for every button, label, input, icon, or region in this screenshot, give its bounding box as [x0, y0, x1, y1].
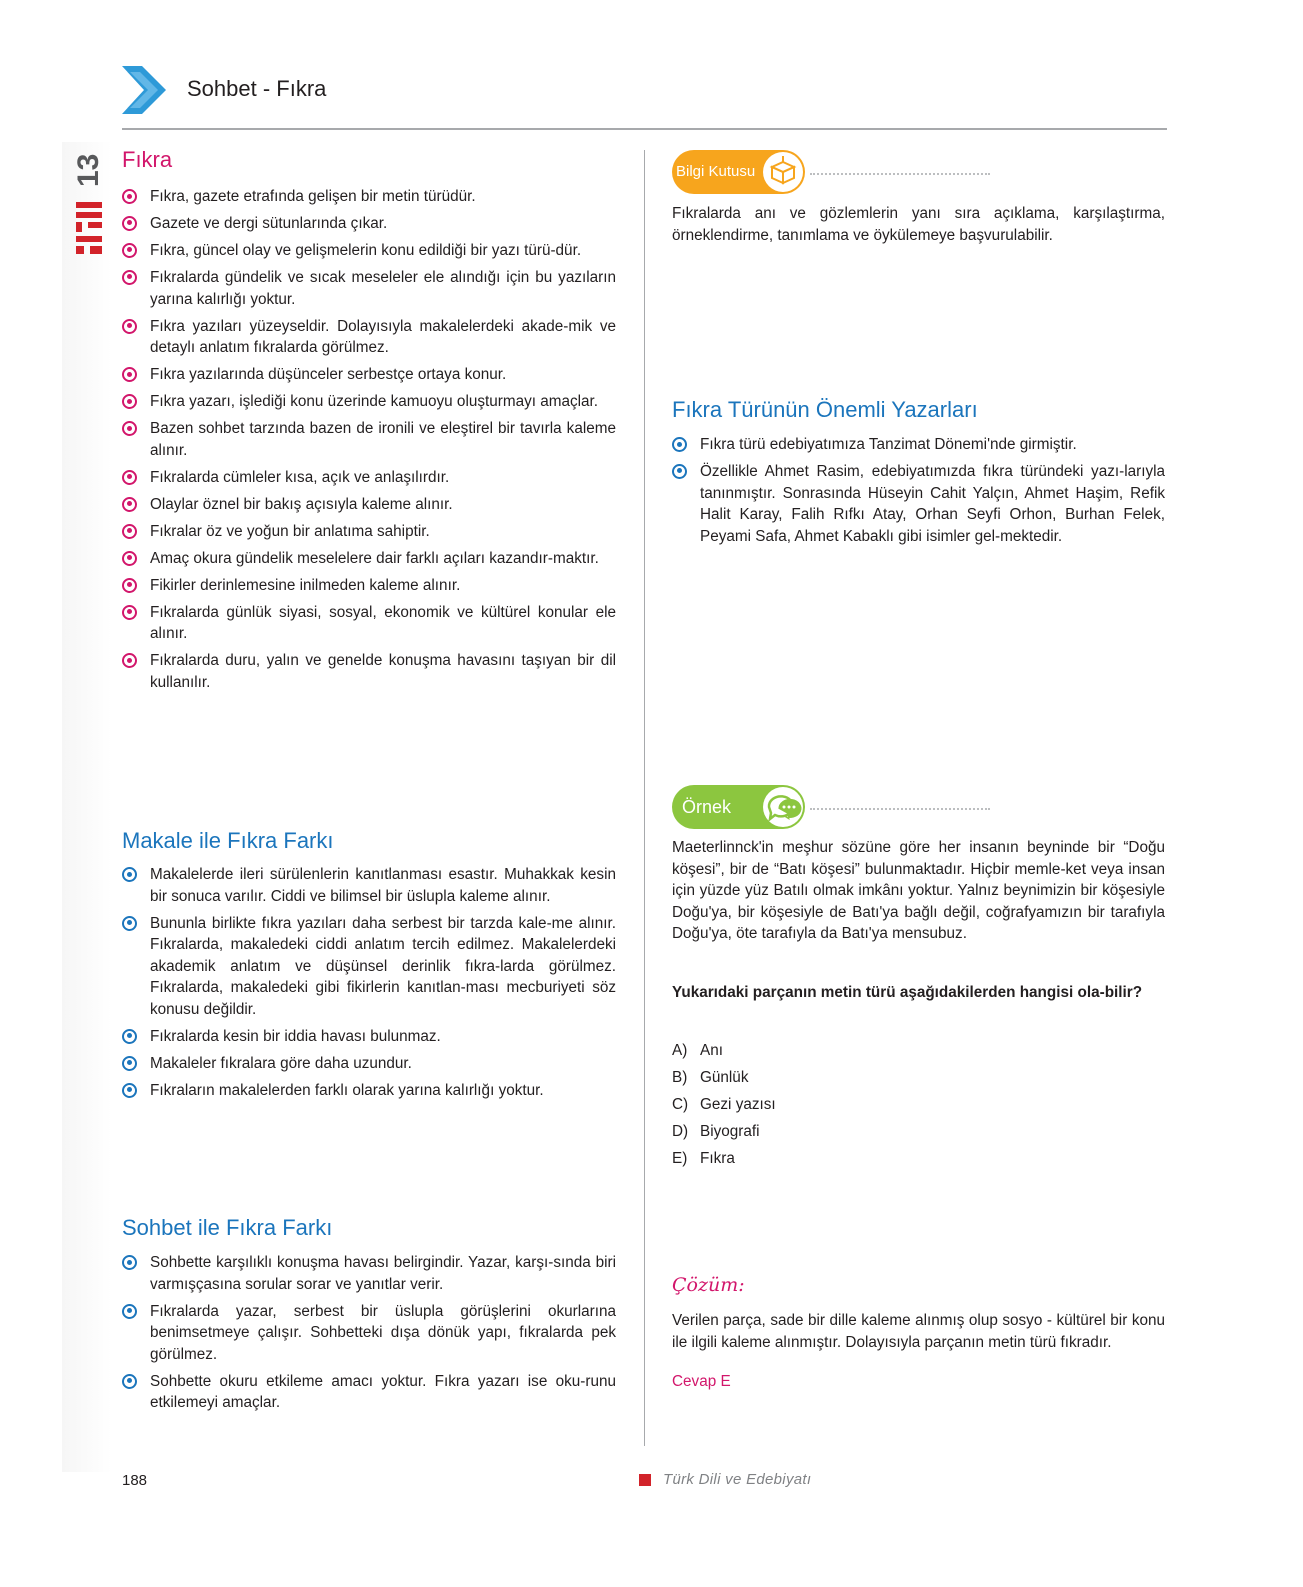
- list-item-text: Fıkralarda duru, yalın ve genelde konuşma havasını taşıyan bir dil kullanılır.: [150, 652, 616, 691]
- makale-heading: Makale ile Fıkra Farkı: [122, 828, 334, 853]
- fasikul-marker: [72, 150, 106, 260]
- list-item-text: Fıkra yazarı, işlediği konu üzerinde kamuoyu oluşturmayı amaçlar.: [150, 393, 599, 411]
- bullet-icon: [122, 497, 137, 512]
- list-item-text: Fıkralarda yazar, serbest bir üslupla görüşlerini okurlarına benimsetmeye çalışır. Sohbetteki dışa dönük yapı, fıkralarda pek görülmez.: [150, 1302, 616, 1363]
- bullet-icon: [122, 867, 137, 882]
- list-item-text: Fikirler derinlemesine inilmeden kaleme alınır.: [150, 576, 461, 594]
- list-item-text: Fıkraların makalelerden farklı olarak yarına kalırlığı yoktur.: [150, 1081, 544, 1099]
- cozum-label: Çözüm:: [672, 1274, 745, 1296]
- list-item-text: Fıkra, güncel olay ve gelişmelerin konu edildiği bir yazı türü-dür.: [150, 241, 582, 259]
- list-item-text: Özellikle Ahmet Rasim, edebiyatımızda fıkra türündeki yazı-larıyla tanınmıştır. Sonrasında Hüseyin Cahit Yalçın, Ahmet Haşim, Refik Halit Karay, Falih Rıfkı Atay, Orhan Seyfi Orhon, Burhan Felek, Peyami Safa, Ahmet Kabaklı gibi isimler gel-mektedir.: [700, 462, 1165, 545]
- option-text: Anı: [700, 1042, 723, 1059]
- answer-options: [672, 1037, 972, 1172]
- bullet-icon: [122, 189, 137, 204]
- list-item-text: Amaç okura gündelik meselelere dair farklı açıları kazandır-maktır.: [150, 549, 599, 567]
- fikra-list: [122, 186, 616, 699]
- bullet-icon: [122, 916, 137, 931]
- list-item: [122, 391, 616, 413]
- option-letter: B): [672, 1069, 688, 1086]
- column-divider: [644, 150, 645, 1446]
- footer-book-title: Türk Dili ve Edebiyatı: [663, 1471, 812, 1488]
- bullet-icon: [122, 367, 137, 382]
- bilgi-kutusu-text: Fıkralarda anı ve gözlemlerin yanı sıra açıklama, karşılaştırma, örneklendirme, tanımlama ve öykülemeye başvurulabilir.: [672, 205, 1165, 244]
- list-item-text: Fıkralarda kesin bir iddia havası bulunmaz.: [150, 1027, 441, 1045]
- speech-bubble-icon: [763, 787, 803, 827]
- bilgi-dotted-line: [810, 173, 990, 175]
- bullet-icon: [122, 578, 137, 593]
- list-item: [122, 240, 616, 262]
- list-item: [122, 1252, 616, 1295]
- list-item: [122, 213, 616, 235]
- page-number: 188: [122, 1472, 148, 1489]
- bilgi-kutusu-tag: [672, 150, 805, 194]
- list-item-text: Olaylar öznel bir bakış açısıyla kaleme alınır.: [150, 495, 453, 513]
- bullet-icon: [122, 1255, 137, 1270]
- bullet-icon: [122, 605, 137, 620]
- list-item: [122, 316, 616, 359]
- ornek-label: Örnek: [682, 797, 732, 817]
- list-item: [122, 1026, 616, 1048]
- list-item: [122, 467, 616, 489]
- answer-option: [672, 1091, 972, 1118]
- bilgi-kutusu-label: Bilgi Kutusu: [676, 163, 756, 180]
- box-icon: [763, 152, 803, 192]
- list-item: [122, 418, 616, 461]
- list-item-text: Fıkra yazıları yüzeyseldir. Dolayısıyla makalelerdeki akade-mik ve detaylı anlatım fıkralarda görülmez.: [150, 317, 616, 357]
- option-text: Gezi yazısı: [700, 1096, 776, 1113]
- list-item-text: Fıkra, gazete etrafında gelişen bir metin türüdür.: [150, 188, 476, 205]
- bullet-icon: [122, 524, 137, 539]
- ornek-passage: Maeterlinnck'in meşhur sözüne göre her insanın beyninde bir “Doğu köşesi”, bir de “Batı köşesi” bulunmaktadır. Hiçbir memle-ket veya insan için yüzde yüz Batılı olmak imkânı yoktur. Yalnız beynimizin bir köşesiyle Doğu'ya, bir köşesiyle de Batı'ya bağlı değil, coğrafyamızın bir tarafıyla Doğu'ya, öte tarafıyla da Batı'ya mensubuz.: [672, 839, 1165, 943]
- sohbet-list: [122, 1252, 616, 1419]
- answer-option: [672, 1145, 972, 1172]
- list-item: [122, 575, 616, 597]
- bullet-icon: [122, 551, 137, 566]
- list-item: [122, 1371, 616, 1414]
- header-divider: [122, 128, 1167, 130]
- bullet-icon: [122, 319, 137, 334]
- list-item: [122, 864, 616, 907]
- ornek-dotted-line: [810, 808, 990, 810]
- list-item: [122, 650, 616, 693]
- bullet-icon: [122, 1083, 137, 1098]
- list-item: [672, 461, 1165, 547]
- sohbet-heading: Sohbet ile Fıkra Farkı: [122, 1215, 333, 1240]
- option-letter: C): [672, 1096, 689, 1113]
- cozum-text: Verilen parça, sade bir dille kaleme alınmış olup sosyo - kültürel bir konu ile ilgili kaleme alınmıştır. Dolayısıyla parçanın metin türü fıkradır.: [672, 1312, 1165, 1351]
- bullet-icon: [122, 216, 137, 231]
- list-item: [122, 267, 616, 310]
- cevap-answer: Cevap E: [672, 1373, 731, 1390]
- option-letter: A): [672, 1042, 688, 1059]
- bullet-icon: [122, 470, 137, 485]
- list-item-text: Fıkralarda cümleler kısa, açık ve anlaşılırdır.: [150, 468, 450, 486]
- bullet-icon: [122, 394, 137, 409]
- list-item: [672, 434, 1165, 456]
- ornek-tag: [672, 785, 805, 829]
- bullet-icon: [672, 437, 687, 452]
- list-item: [122, 494, 616, 516]
- list-item: [122, 1301, 616, 1366]
- page-title: Sohbet - Fıkra: [187, 76, 327, 101]
- bullet-icon: [122, 1056, 137, 1071]
- list-item-text: Fıkra yazılarında düşünceler serbestçe ortaya konur.: [150, 366, 507, 384]
- list-item-text: Fıkralarda gündelik ve sıcak meseleler ele alındığı için bu yazıların yarına kalırlığı yoktur.: [150, 268, 616, 308]
- list-item: [122, 1053, 616, 1075]
- answer-option: [672, 1118, 972, 1145]
- option-letter: E): [672, 1150, 688, 1167]
- fasikul-label-icon: [74, 200, 104, 256]
- option-text: Fıkra: [700, 1150, 735, 1167]
- bullet-icon: [122, 1304, 137, 1319]
- answer-option: [672, 1037, 972, 1064]
- yazarlar-heading: Fıkra Türünün Önemli Yazarları: [672, 397, 978, 422]
- list-item-text: Sohbette okuru etkileme amacı yoktur. Fıkra yazarı ise oku-runu etkilemeyi amaçlar.: [150, 1372, 616, 1412]
- option-text: Biyografi: [700, 1123, 760, 1140]
- ornek-question: Yukarıdaki parçanın metin türü aşağıdakilerden hangisi ola-bilir?: [672, 984, 1143, 1001]
- bullet-icon: [122, 243, 137, 258]
- list-item-text: Bununla birlikte fıkra yazıları daha serbest bir tarzda kale-me alınır. Fıkralarda, makaledeki ciddi anlatım tercih edilmez. Makalelerdeki akademik anlatım ve düşünsel derinlik fıkra-larda görülmez. Fıkralarda, makaledeki gibi fikirlerin kanıtlan-ması mecburiyeti söz konusu değildir.: [150, 914, 616, 1018]
- list-item-text: Makaleler fıkralara göre daha uzundur.: [150, 1054, 412, 1072]
- list-item: [122, 364, 616, 386]
- fikra-heading: Fıkra: [122, 147, 173, 172]
- chevron-right-icon: [122, 66, 166, 114]
- list-item-text: Bazen sohbet tarzında bazen de ironili ve eleştirel bir tavırla kaleme alınır.: [150, 420, 616, 459]
- bullet-icon: [122, 1374, 137, 1389]
- list-item: [122, 1080, 616, 1102]
- side-strip: [62, 142, 112, 1472]
- list-item: [122, 186, 616, 208]
- list-item-text: Fıkralarda günlük siyasi, sosyal, ekonomik ve kültürel konular ele alınır.: [150, 603, 616, 643]
- option-letter: D): [672, 1123, 689, 1140]
- list-item-text: Fıkralar öz ve yoğun bir anlatıma sahiptir.: [150, 522, 430, 540]
- fasikul-number: 13: [72, 153, 105, 187]
- list-item: [122, 521, 616, 543]
- list-item-text: Makalelerde ileri sürülenlerin kanıtlanması esastır. Muhakkak kesin bir sonuca varılır. Ciddi ve bilimsel bir üslupla kaleme alınır.: [150, 866, 616, 905]
- list-item: [122, 913, 616, 1021]
- list-item-text: Fıkra türü edebiyatımıza Tanzimat Dönemi'nde girmiştir.: [700, 436, 1077, 453]
- list-item-text: Sohbette karşılıklı konuşma havası belirgindir. Yazar, karşı-sında biri varmışçasına sorular sorar ve yanıtlar verir.: [150, 1254, 616, 1293]
- footer-square-icon: [639, 1474, 651, 1486]
- option-text: Günlük: [700, 1069, 749, 1086]
- bullet-icon: [122, 270, 137, 285]
- bullet-icon: [122, 421, 137, 436]
- bullet-icon: [122, 1029, 137, 1044]
- makale-list: [122, 864, 616, 1107]
- list-item-text: Gazete ve dergi sütunlarında çıkar.: [150, 214, 388, 232]
- answer-option: [672, 1064, 972, 1091]
- list-item: [122, 602, 616, 645]
- bullet-icon: [122, 653, 137, 668]
- bullet-icon: [672, 464, 687, 479]
- yazarlar-list: [672, 434, 1165, 553]
- list-item: [122, 548, 616, 570]
